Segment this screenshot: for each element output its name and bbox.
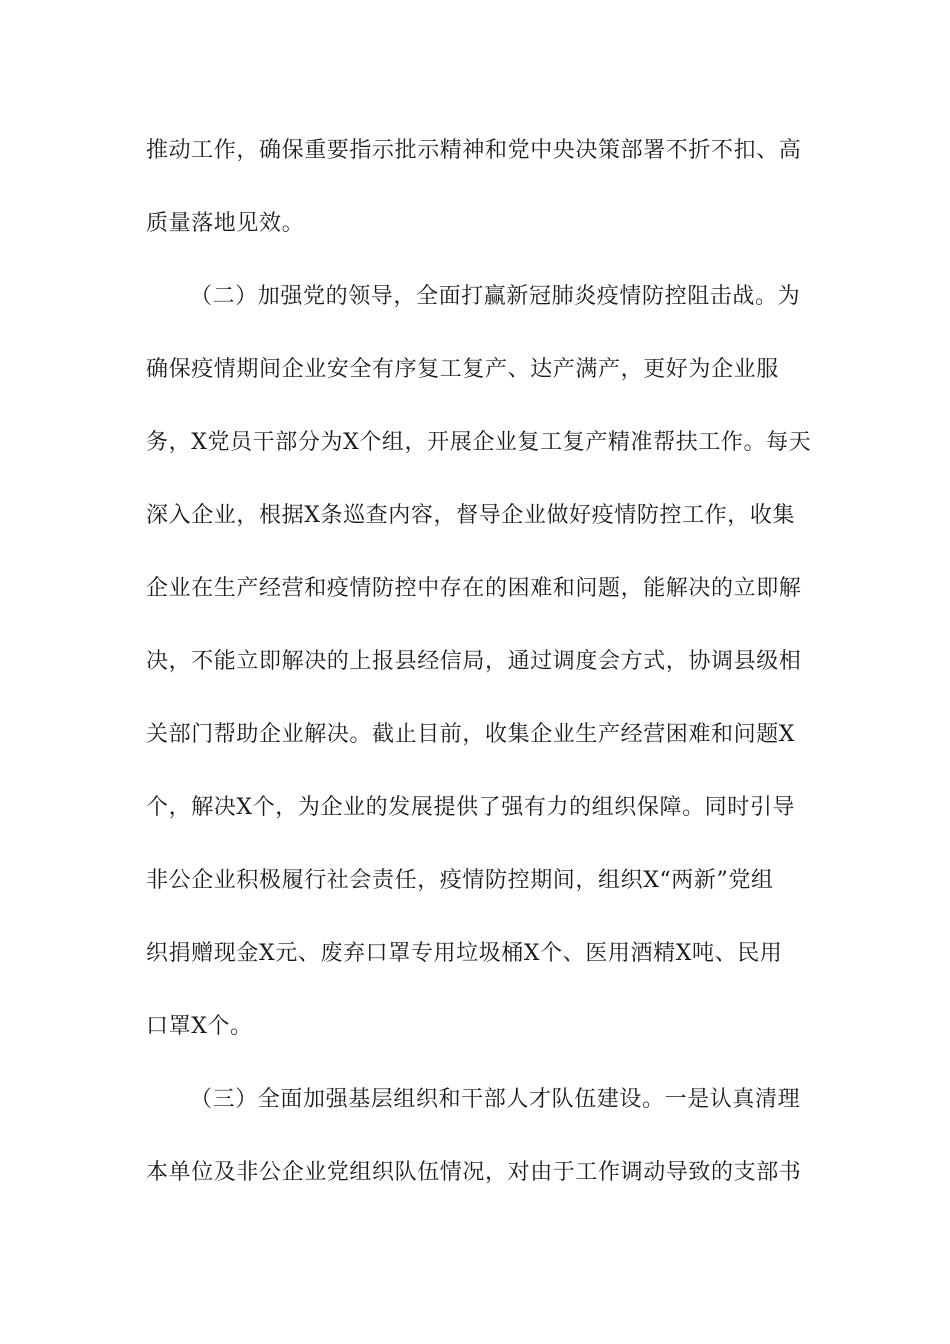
text-line: 个，解决X个，为企业的发展提供了强有力的组织保障。同时引导 xyxy=(146,795,796,820)
text-line: 非公企业积极履行社会责任，疫情防控期间，组织X“两新”党组 xyxy=(146,868,774,893)
text-line: 深入企业，根据X条巡查内容，督导企业做好疫情防控工作，收集 xyxy=(146,503,796,528)
text-line: 企业在生产经营和疫情防控中存在的困难和问题，能解决的立即解 xyxy=(146,576,802,601)
section-heading-line: （三）全面加强基层组织和干部人才队伍建设。一是认真清理 xyxy=(190,1087,801,1112)
text-line: 质量落地见效。 xyxy=(146,211,305,236)
text-line: 决，不能立即解决的上报县经信局，通过调度会方式，协调县级相 xyxy=(146,649,802,674)
text-line: 口罩X个。 xyxy=(146,1014,253,1039)
text-line: 务，X党员干部分为X个组，开展企业复工复产精准帮扶工作。每天 xyxy=(146,430,812,455)
text-line: 确保疫情期间企业安全有序复工复产、达产满产，更好为企业服 xyxy=(146,357,779,382)
text-line: 织捐赠现金X元、废弃口罩专用垃圾桶X个、医用酒精X吨、民用 xyxy=(146,941,783,966)
text-line: 关部门帮助企业解决。截止目前，收集企业生产经营困难和问题X xyxy=(146,722,796,747)
text-line: 本单位及非公企业党组织队伍情况，对由于工作调动导致的支部书 xyxy=(146,1160,802,1185)
section-heading-line: （二）加强党的领导，全面打赢新冠肺炎疫情防控阻击战。为 xyxy=(190,284,801,309)
text-line: 推动工作，确保重要指示批示精神和党中央决策部署不折不扣、高 xyxy=(146,138,802,163)
